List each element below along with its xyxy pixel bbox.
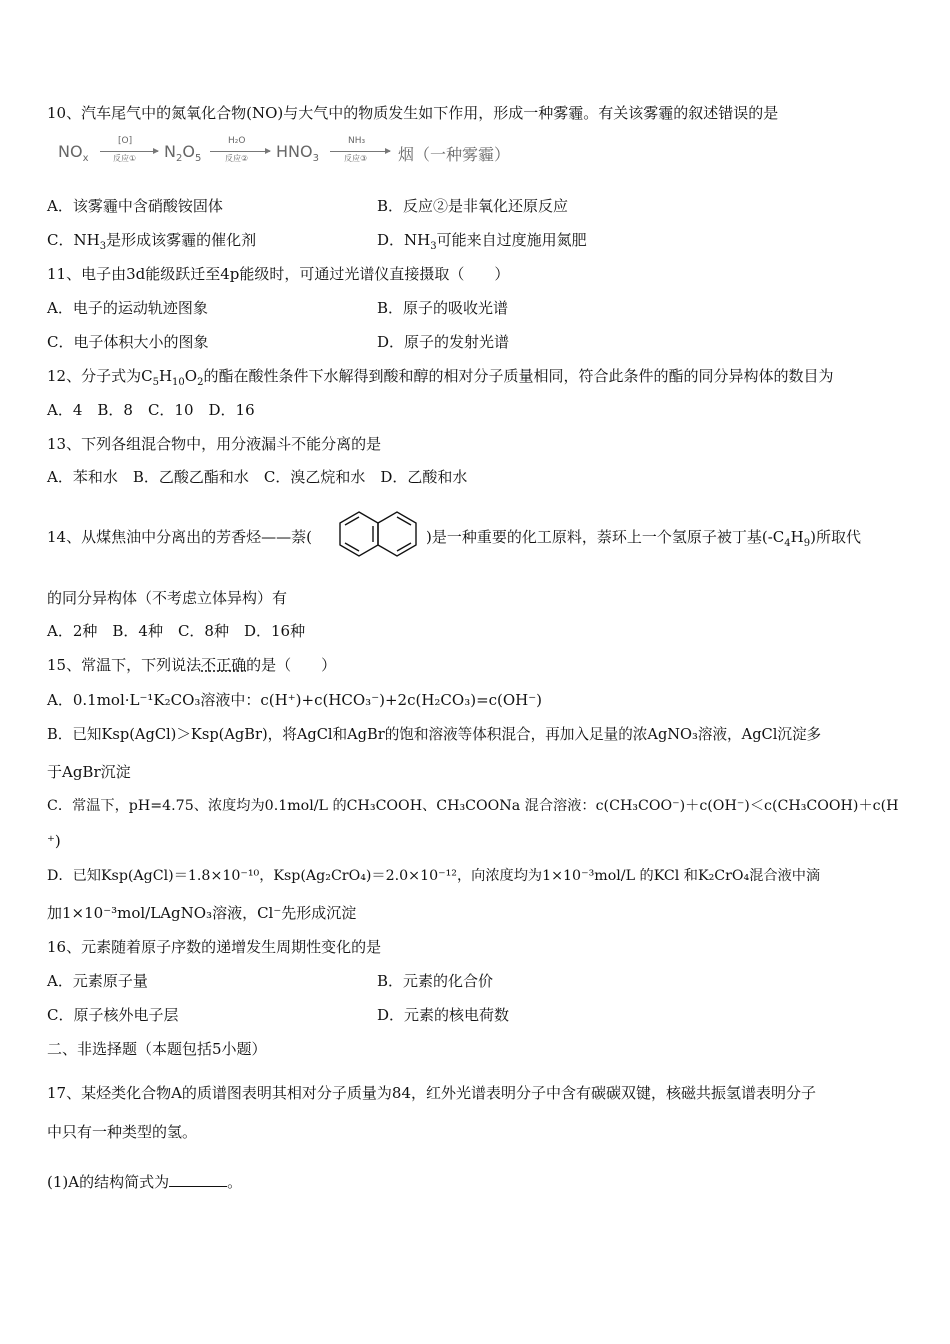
arrow1-bottom: 反应① — [113, 154, 137, 163]
q13-options: A．苯和水 B．乙酸乙酯和水 C．溴乙烷和水 D．乙酸和水 — [47, 468, 468, 486]
q11-option-a: A．电子的运动轨迹图象 — [47, 299, 208, 317]
q10-option-c: C．$NH_3$是形成该雾霾的催化剂 — [47, 231, 257, 252]
arrow1 — [100, 151, 158, 152]
q15-option-d-line2: 加1×10⁻³mol/LAgNO₃溶液，Cl⁻先形成沉淀 — [47, 904, 357, 922]
q10-stem: 10、汽车尾气中的氮氧化合物(NO)与大气中的物质发生如下作用，形成一种雾霾。有关该雾霾的叙述错误的是 — [47, 104, 779, 122]
q13-stem: 13、下列各组混合物中，用分液漏斗不能分离的是 — [47, 435, 382, 453]
q15-option-d-line1: D．已知Ksp(AgCl)＝1.8×10⁻¹⁰，Ksp(Ag₂CrO₄)＝2.0×10⁻¹²，向浓度均为1×10⁻³mol/L 的KCl 和K₂CrO₄混合液中滴 — [47, 868, 821, 884]
arrow3-bottom: 反应③ — [344, 154, 368, 163]
species-nox: $NO_x$ — [58, 142, 89, 165]
naphthalene-structure — [338, 508, 424, 560]
q15-option-b-line2: 于AgBr沉淀 — [47, 763, 131, 781]
arrow3-top: NH₃ — [348, 136, 366, 146]
species-smoke: 烟（一种雾霾） — [398, 145, 511, 164]
q14-stem-line2: 的同分异构体（不考虑立体异构）有 — [47, 589, 288, 607]
emphasis-not-correct: 不正确 — [201, 656, 247, 674]
arrow2 — [210, 151, 270, 152]
q16-option-b: B．元素的化合价 — [377, 972, 494, 990]
q11-option-c: C．电子体积大小的图象 — [47, 333, 209, 351]
q14-stem-part2: )是一种重要的化工原料，萘环上一个氢原子被丁基$(-C_4H_9)$所取代 — [426, 528, 861, 549]
species-hno3: $HNO_3$ — [276, 142, 319, 165]
answer-blank[interactable] — [169, 1172, 227, 1187]
q15-option-c-line1: C．常温下，pH=4.75、浓度均为0.1mol/L 的CH₃COOH、CH₃COONa 混合溶液：c(CH₃COO⁻)＋c(OH⁻)＜c(CH₃COOH)＋c(H — [47, 798, 899, 814]
q14-options: A．2种 B．4种 C．8种 D．16种 — [47, 622, 306, 640]
arrow1-top: [O] — [118, 136, 133, 146]
q11-stem: 11、电子由3d能级跃迁至4p能级时，可通过光谱仪直接摄取（ ） — [47, 265, 510, 283]
q11-option-d: D．原子的发射光谱 — [377, 333, 510, 351]
arrow3 — [330, 151, 390, 152]
q16-option-a: A．元素原子量 — [47, 972, 148, 990]
q12-options: A．4 B．8 C．10 D．16 — [47, 401, 255, 419]
q10-option-b: B．反应②是非氧化还原反应 — [377, 197, 569, 215]
q17-part1: (1)A的结构简式为 。 — [47, 1173, 243, 1191]
q15-option-c-line2: ⁺) — [47, 832, 61, 850]
species-n2o5: $N_2O_5$ — [164, 142, 202, 165]
q11-option-b: B．原子的吸收光谱 — [377, 299, 509, 317]
q17-stem-line1: 17、某烃类化合物A的质谱图表明其相对分子质量为84，红外光谱表明分子中含有碳碳双键，核磁共振氢谱表明分子 — [47, 1084, 817, 1102]
q10-option-d: D．$NH_3$可能来自过度施用氮肥 — [377, 231, 587, 252]
q16-option-c: C．原子核外电子层 — [47, 1006, 179, 1024]
q15-option-a: A．0.1mol·L⁻¹K₂CO₃溶液中：c(H⁺)+c(HCO₃⁻)+2c(H₂CO₃)=c(OH⁻) — [47, 691, 543, 709]
q15-stem: 15、常温下，下列说法不正确的是（ ） — [47, 656, 337, 674]
arrow2-bottom: 反应② — [225, 154, 249, 163]
q14-stem-part1: 14、从煤焦油中分离出的芳香烃——萘( — [47, 528, 312, 546]
q15-option-b-line1: B．已知Ksp(AgCl)＞Ksp(AgBr)，将AgCl和AgBr的饱和溶液等体积混合，再加入足量的浓AgNO₃溶液，AgCl沉淀多 — [47, 726, 822, 743]
arrow2-top: H₂O — [228, 136, 246, 146]
q10-option-a: A．该雾霾中含硝酸铵固体 — [47, 197, 223, 215]
q10-reaction-scheme — [58, 136, 528, 166]
q16-stem: 16、元素随着原子序数的递增发生周期性变化的是 — [47, 938, 382, 956]
q16-option-d: D．元素的核电荷数 — [377, 1006, 510, 1024]
q17-stem-line2: 中只有一种类型的氢。 — [47, 1123, 198, 1141]
section-heading: 二、非选择题（本题包括5小题） — [47, 1040, 267, 1058]
q12-stem: 12、分子式为$C_5H_{10}O_2$的酯在酸性条件下水解得到酸和醇的相对分子质量相同，符合此条件的酯的同分异构体的数目为 — [47, 367, 834, 388]
